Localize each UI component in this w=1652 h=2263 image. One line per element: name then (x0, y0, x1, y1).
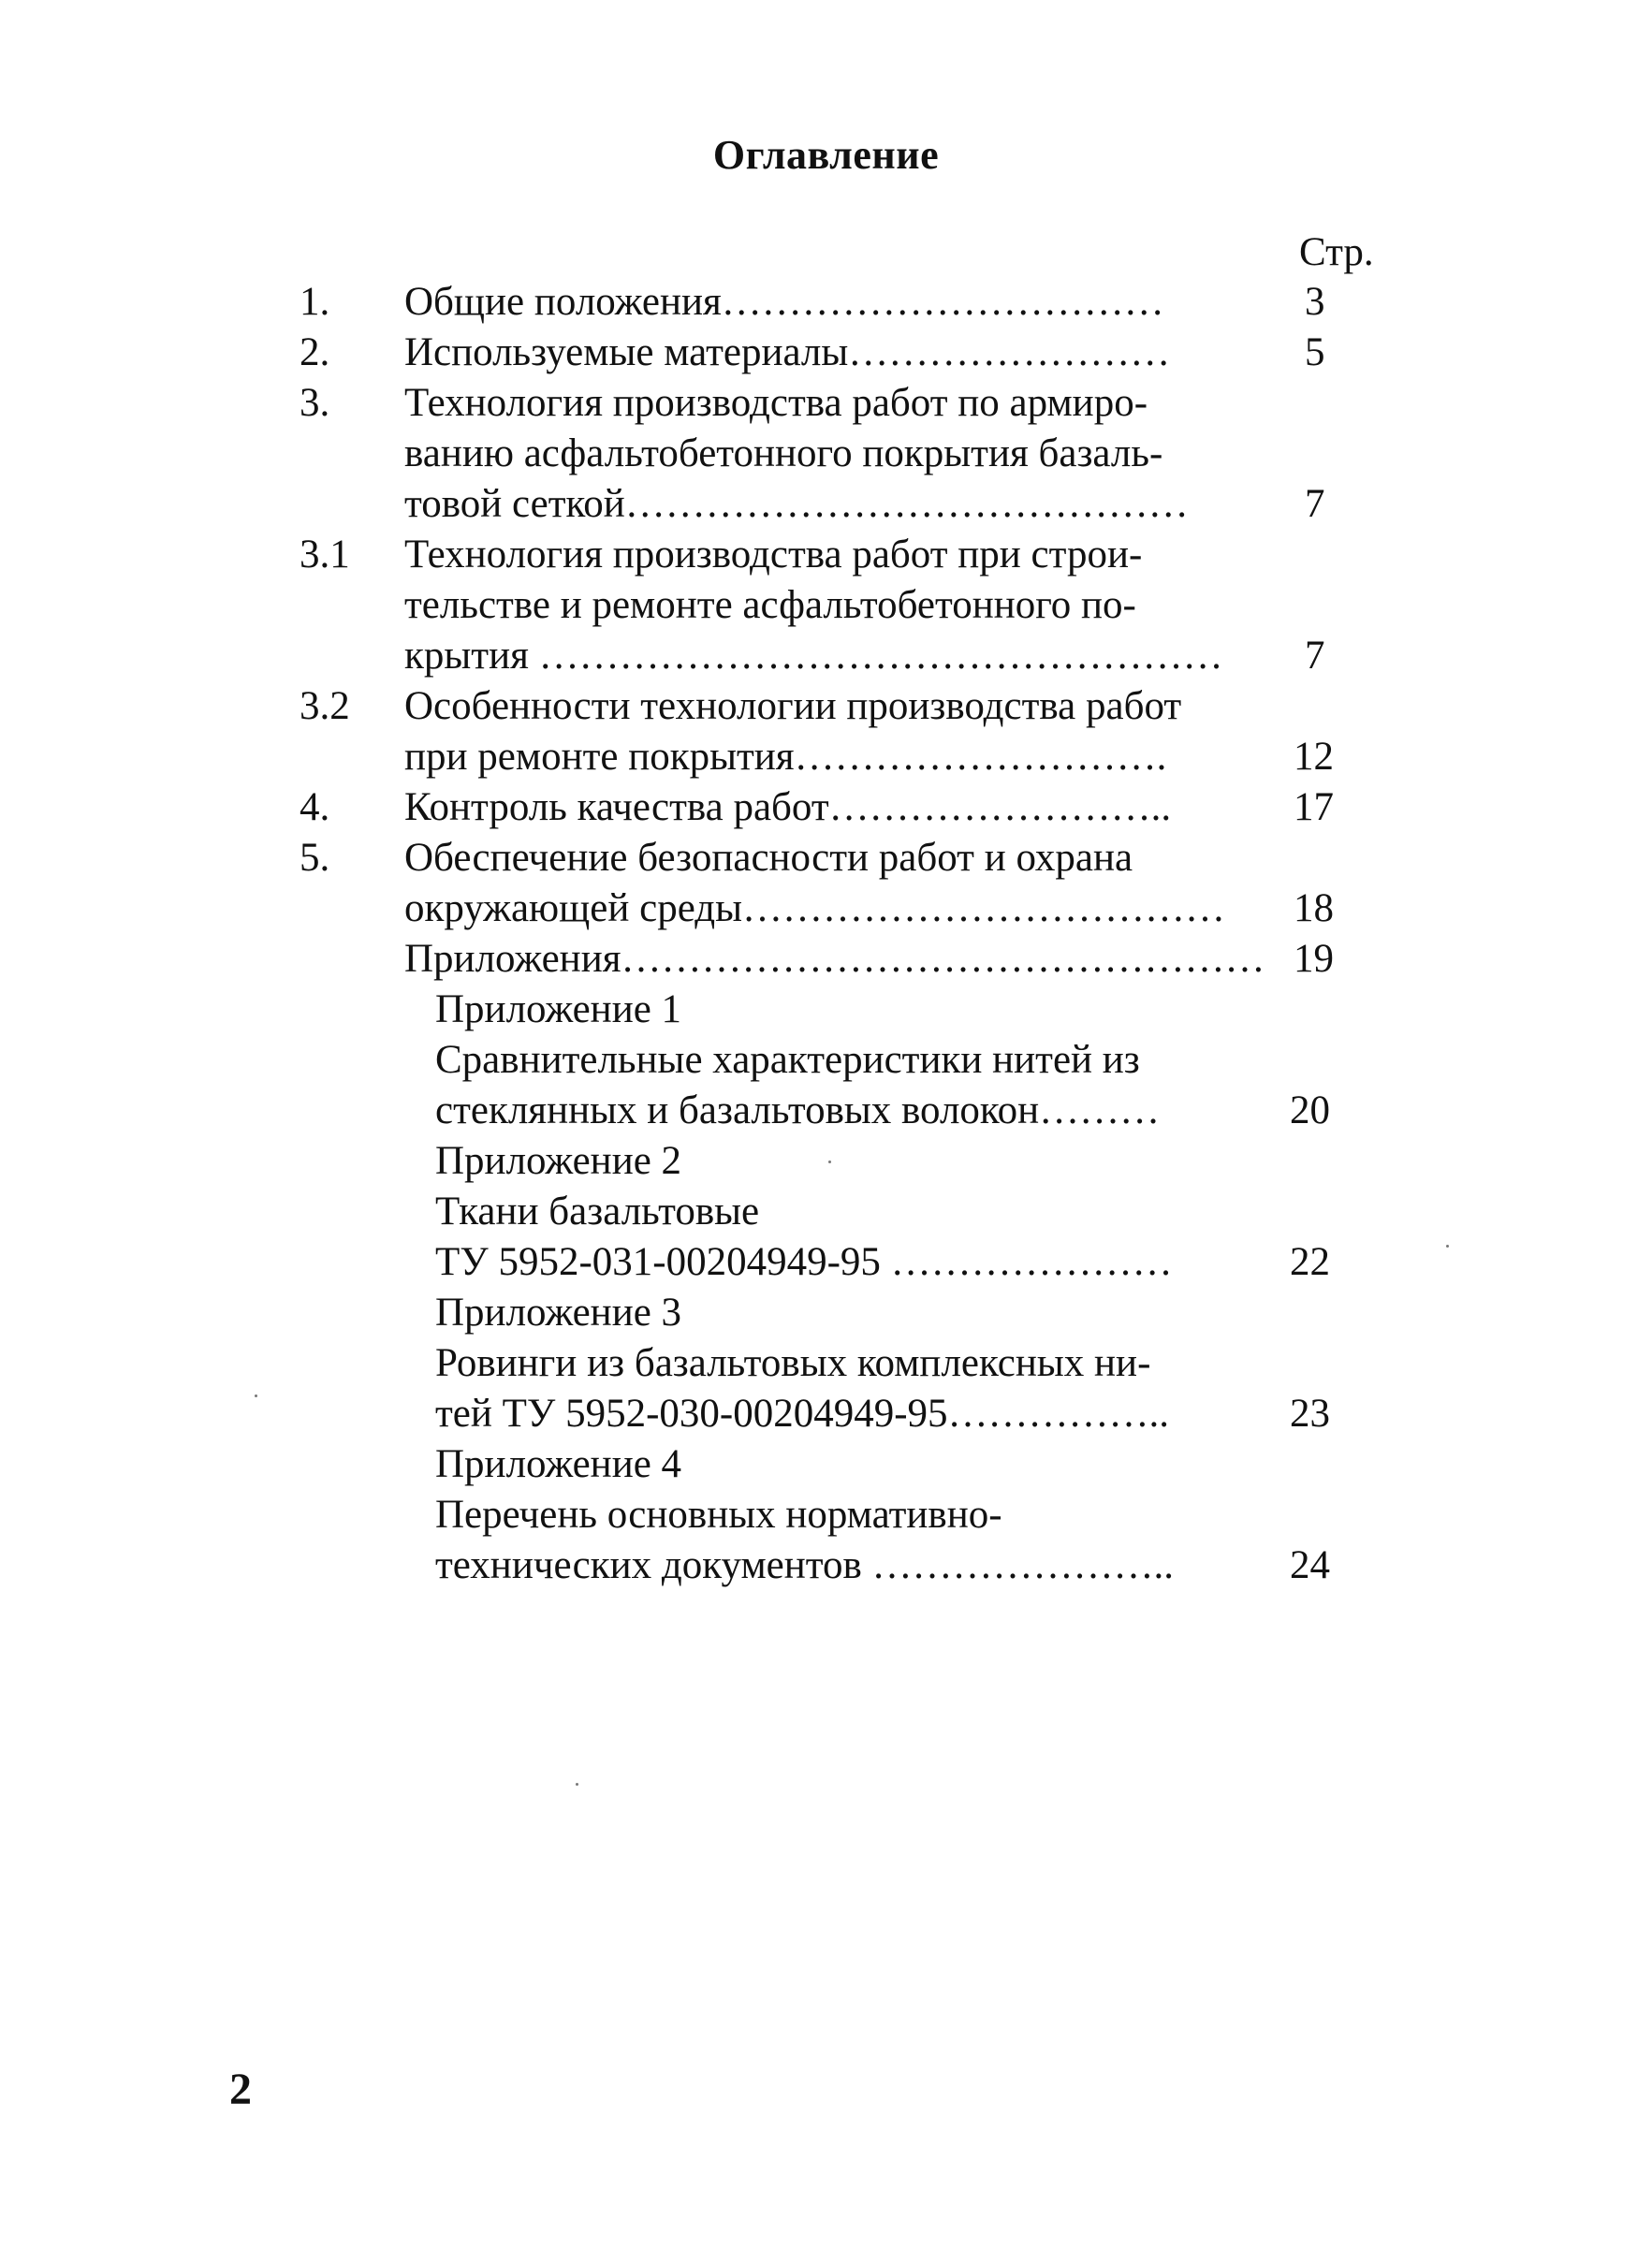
appendix-heading: Приложение 3 (435, 1291, 682, 1335)
toc-entry-text: при ремонте покрытия………………………. (404, 735, 1167, 779)
toc-entry-number: 3.2 (300, 684, 350, 728)
toc-entry-page: 12 (1294, 735, 1334, 779)
toc-entry-text: Используемые материалы…………………… (404, 330, 1171, 374)
toc-entry-text: окружающей среды……………………………… (404, 886, 1226, 930)
appendix-text: ТУ 5952-031-00204949-95 ………………… (435, 1240, 1173, 1284)
toc-entry-text: Обеспечение безопасности работ и охрана (404, 836, 1133, 880)
appendix-text: Ровинги из базальтовых комплексных ни- (435, 1341, 1151, 1385)
scan-speck (255, 1394, 257, 1397)
toc-entry-page: 18 (1294, 886, 1334, 930)
toc-entry-number: 5. (300, 836, 330, 880)
toc-entry-page: 23 (1290, 1392, 1330, 1436)
toc-entry-number: 3.1 (300, 533, 350, 577)
page-title: Оглавление (712, 132, 940, 178)
toc-entry-text: тельстве и ремонте асфальтобетонного по- (404, 583, 1136, 627)
toc-entry-text: Контроль качества работ…………………….. (404, 785, 1172, 829)
toc-entry-text: Приложения………………………………………… (404, 937, 1265, 981)
page-number: 2 (229, 2065, 252, 2114)
scan-speck (828, 1161, 831, 1163)
toc-entry-page: 19 (1294, 937, 1334, 981)
toc-entry-text: товой сеткой…………………………………… (404, 482, 1189, 526)
toc-entry-page: 3 (1305, 280, 1325, 324)
toc-entry-page: 24 (1290, 1543, 1330, 1587)
toc-entry-text: Особенности технологии производства работ (404, 684, 1182, 728)
toc-entry-text: ванию асфальтобетонного покрытия базаль- (404, 431, 1163, 475)
appendix-heading: Приложение 1 (435, 987, 682, 1031)
toc-entry-number: 2. (300, 330, 330, 374)
page-column-header: Стр. (1299, 230, 1374, 274)
appendix-heading: Приложение 2 (435, 1139, 682, 1183)
toc-entry-text: Технология производства работ по армиро- (404, 381, 1148, 425)
toc-entry-page: 7 (1305, 634, 1325, 678)
appendix-heading: Приложение 4 (435, 1442, 682, 1486)
toc-entry-number: 1. (300, 280, 330, 324)
toc-entry-number: 3. (300, 381, 330, 425)
scan-speck (1446, 1245, 1449, 1248)
toc-entry-text: Общие положения…………………………… (404, 280, 1164, 324)
toc-entry-page: 5 (1305, 330, 1325, 374)
appendix-text: Сравнительные характеристики нитей из (435, 1038, 1140, 1082)
toc-entry-page: 22 (1290, 1240, 1330, 1284)
appendix-text: тей ТУ 5952-030-00204949-95…………….. (435, 1392, 1170, 1436)
toc-entry-text: крытия …………………………………………… (404, 634, 1223, 678)
appendix-text: Ткани базальтовые (435, 1190, 760, 1234)
toc-entry-text: Технология производства работ при строи- (404, 533, 1143, 577)
appendix-text: технических документов ………………….. (435, 1543, 1175, 1587)
toc-entry-number: 4. (300, 785, 330, 829)
toc-entry-page: 17 (1294, 785, 1334, 829)
scan-speck (576, 1783, 578, 1786)
toc-entry-page: 7 (1305, 482, 1325, 526)
toc-entry-page: 20 (1290, 1088, 1330, 1132)
appendix-text: стеклянных и базальтовых волокон……… (435, 1088, 1161, 1132)
appendix-text: Перечень основных нормативно- (435, 1493, 1002, 1537)
